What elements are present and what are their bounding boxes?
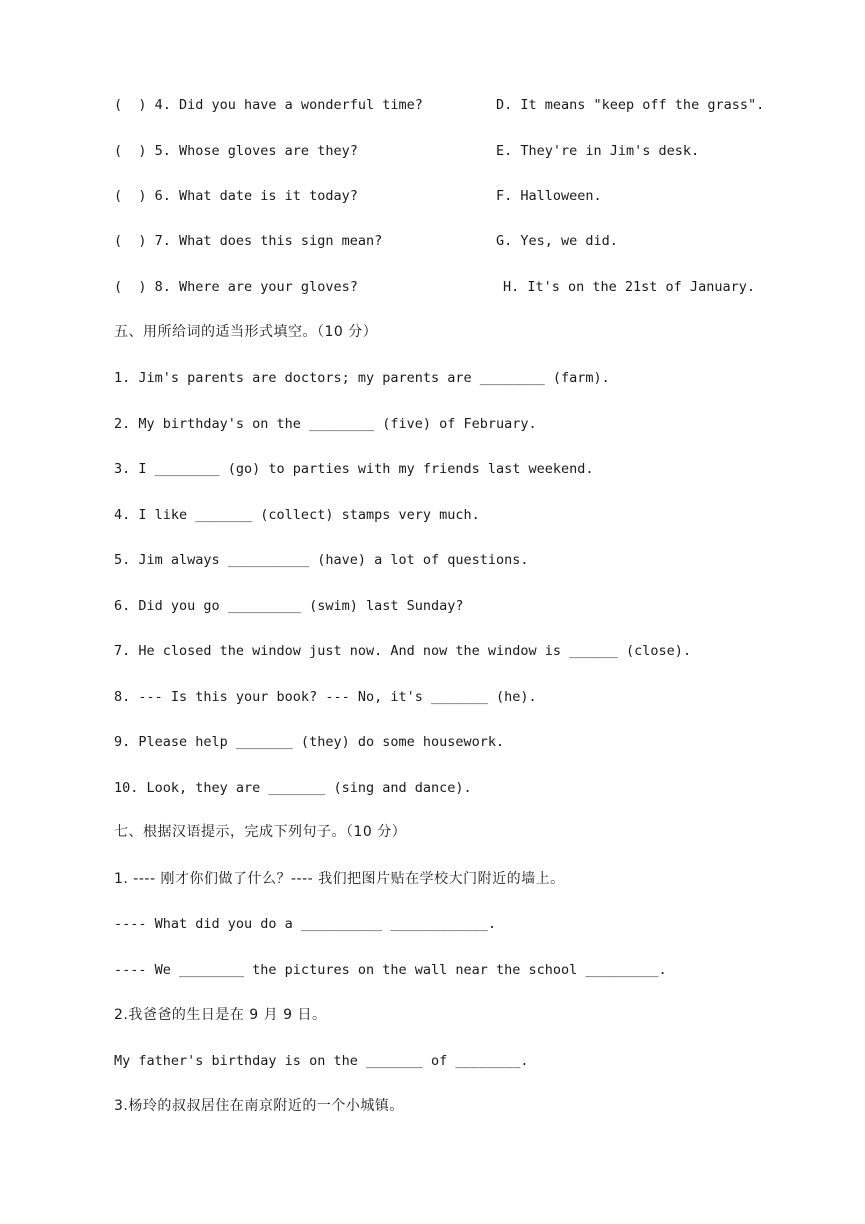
matching-question: ( ) 4. Did you have a wonderful time? <box>114 97 423 113</box>
matching-answer: G. Yes, we did. <box>496 233 618 249</box>
section-title: 五、用所给词的适当形式填空。（10 分） <box>114 324 378 340</box>
matching-answer: E. They're in Jim's desk. <box>496 143 700 159</box>
translation-prompt: 1. ---- 刚才你们做了什么？---- 我们把图片贴在学校大门附近的墙上。 <box>114 871 565 887</box>
fill-blank-item: 9. Please help _______ (they) do some housework. <box>114 734 505 750</box>
fill-blank-item: 7. He closed the window just now. And now the window is ______ (close). <box>114 643 692 659</box>
fill-blank-item: 4. I like _______ (collect) stamps very much. <box>114 507 480 523</box>
translation-prompt: 2.我爸爸的生日是在 9 月 9 日。 <box>114 1007 327 1023</box>
translation-line: ---- We ________ the pictures on the wall near the school _________. <box>114 962 667 978</box>
fill-blank-item: 1. Jim's parents are doctors; my parents are ________ (farm). <box>114 370 610 386</box>
matching-answer: H. It's on the 21st of January. <box>503 279 755 295</box>
fill-blank-item: 6. Did you go _________ (swim) last Sunday? <box>114 598 464 614</box>
matching-question: ( ) 7. What does this sign mean? <box>114 233 383 249</box>
fill-blank-item: 3. I ________ (go) to parties with my friends last weekend. <box>114 461 594 477</box>
fill-blank-item: 10. Look, they are _______ (sing and dance). <box>114 780 472 796</box>
matching-answer: F. Halloween. <box>496 188 602 204</box>
matching-question: ( ) 6. What date is it today? <box>114 188 358 204</box>
matching-answer: D. It means "keep off the grass". <box>496 97 765 113</box>
matching-question: ( ) 5. Whose gloves are they? <box>114 143 358 159</box>
translation-line: My father's birthday is on the _______ of ________. <box>114 1053 529 1069</box>
section-title: 七、根据汉语提示，完成下列句子。（10 分） <box>114 824 407 840</box>
fill-blank-item: 8. --- Is this your book? --- No, it's _______ (he). <box>114 689 537 705</box>
matching-question: ( ) 8. Where are your gloves? <box>114 279 358 295</box>
fill-blank-item: 2. My birthday's on the ________ (five) of February. <box>114 416 537 432</box>
translation-prompt: 3.杨玲的叔叔居住在南京附近的一个小城镇。 <box>114 1098 404 1114</box>
translation-line: ---- What did you do a __________ ____________. <box>114 916 497 932</box>
fill-blank-item: 5. Jim always __________ (have) a lot of questions. <box>114 552 529 568</box>
